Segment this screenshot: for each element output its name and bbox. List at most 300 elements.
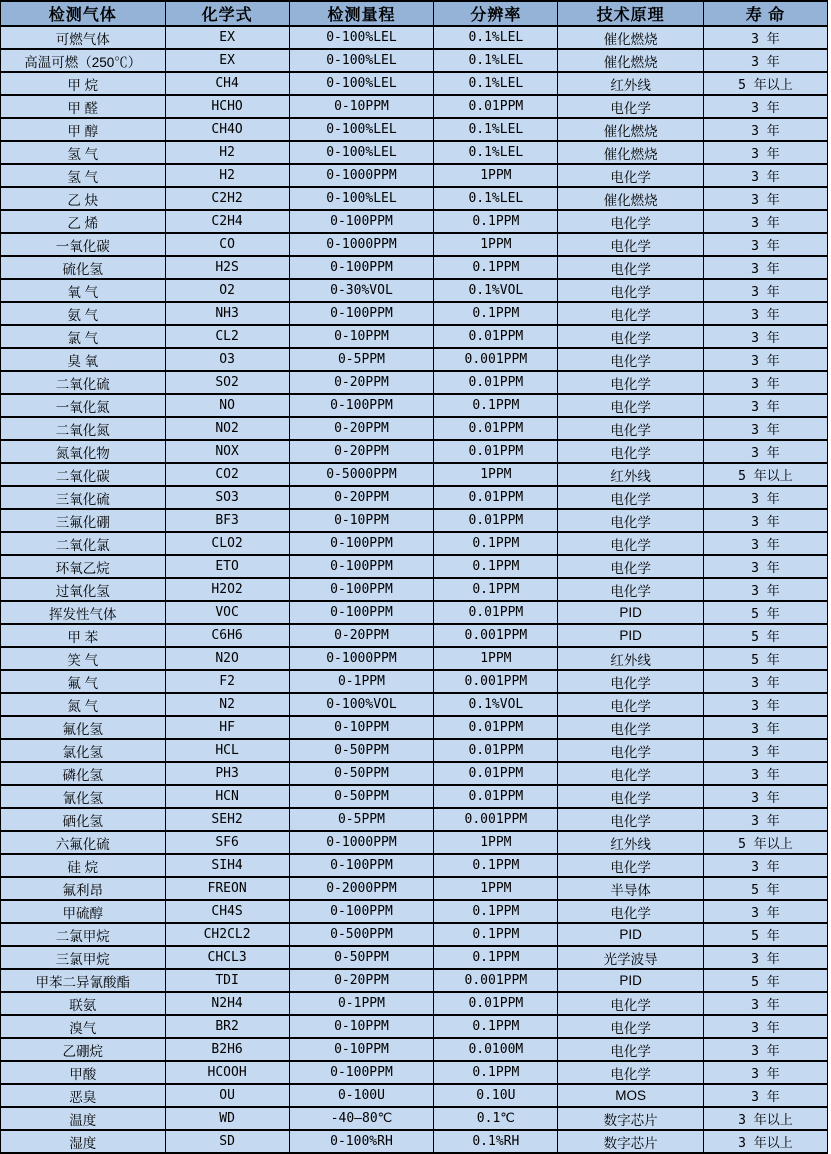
- cell-gas: 硒化氢: [1, 808, 166, 831]
- cell-lifespan: 3 年: [703, 256, 827, 279]
- cell-formula: FREON: [165, 877, 289, 900]
- cell-principle: 电化学: [558, 670, 704, 693]
- cell-principle: 半导体: [558, 877, 704, 900]
- cell-resolution: 0.1%LEL: [434, 49, 558, 72]
- cell-principle: 电化学: [558, 371, 704, 394]
- cell-resolution: 0.01PPM: [434, 601, 558, 624]
- cell-formula: BF3: [165, 509, 289, 532]
- cell-formula: SEH2: [165, 808, 289, 831]
- cell-range: 0-5PPM: [289, 348, 434, 371]
- table-row: [1, 578, 828, 601]
- cell-formula: SO2: [165, 371, 289, 394]
- cell-gas: 氯化氢: [1, 739, 166, 762]
- cell-range: 0-1000PPM: [289, 831, 434, 854]
- cell-principle: 电化学: [558, 555, 704, 578]
- cell-gas: 甲硫醇: [1, 900, 166, 923]
- table-row: [1, 1015, 828, 1038]
- cell-gas: 可燃气体: [1, 26, 166, 49]
- cell-formula: F2: [165, 670, 289, 693]
- cell-resolution: 0.10U: [434, 1084, 558, 1107]
- cell-gas: 一氧化氮: [1, 394, 166, 417]
- table-row: [1, 555, 828, 578]
- cell-formula: N2O: [165, 647, 289, 670]
- table-row: [1, 1084, 828, 1107]
- table-row: [1, 118, 828, 141]
- cell-formula: C2H2: [165, 187, 289, 210]
- cell-gas: 氨 气: [1, 302, 166, 325]
- cell-gas: 氮氧化物: [1, 440, 166, 463]
- cell-lifespan: 3 年: [703, 164, 827, 187]
- cell-resolution: 0.1PPM: [434, 302, 558, 325]
- cell-formula: TDI: [165, 969, 289, 992]
- table-row: [1, 946, 828, 969]
- table-row: [1, 1061, 828, 1084]
- column-header-gas: 检测气体: [1, 1, 166, 26]
- cell-gas: 三氧化硫: [1, 486, 166, 509]
- table-row: [1, 900, 828, 923]
- cell-resolution: 1PPM: [434, 831, 558, 854]
- cell-formula: SO3: [165, 486, 289, 509]
- cell-lifespan: 3 年: [703, 1038, 827, 1061]
- cell-range: 0-50PPM: [289, 785, 434, 808]
- table-row: [1, 302, 828, 325]
- table-row: [1, 348, 828, 371]
- cell-formula: SF6: [165, 831, 289, 854]
- cell-gas: 磷化氢: [1, 762, 166, 785]
- cell-lifespan: 3 年: [703, 1015, 827, 1038]
- cell-resolution: 0.001PPM: [434, 969, 558, 992]
- cell-resolution: 0.1%LEL: [434, 72, 558, 95]
- cell-principle: 电化学: [558, 486, 704, 509]
- cell-lifespan: 3 年: [703, 785, 827, 808]
- cell-range: 0-100%LEL: [289, 187, 434, 210]
- cell-range: 0-30%VOL: [289, 279, 434, 302]
- cell-resolution: 0.1%RH: [434, 1130, 558, 1153]
- cell-range: 0-100%RH: [289, 1130, 434, 1153]
- cell-principle: 红外线: [558, 463, 704, 486]
- cell-resolution: 0.1PPM: [434, 256, 558, 279]
- cell-range: 0-500PPM: [289, 923, 434, 946]
- cell-range: 0-10PPM: [289, 509, 434, 532]
- cell-principle: 电化学: [558, 900, 704, 923]
- cell-range: 0-5PPM: [289, 808, 434, 831]
- table-row: [1, 969, 828, 992]
- table-row: [1, 394, 828, 417]
- table-row: [1, 371, 828, 394]
- cell-gas: 一氧化碳: [1, 233, 166, 256]
- cell-resolution: 0.01PPM: [434, 371, 558, 394]
- cell-principle: 电化学: [558, 1015, 704, 1038]
- table-row: [1, 26, 828, 49]
- cell-range: 0-100PPM: [289, 601, 434, 624]
- table-row: [1, 992, 828, 1015]
- cell-resolution: 0.001PPM: [434, 348, 558, 371]
- cell-lifespan: 3 年: [703, 394, 827, 417]
- cell-range: 0-100PPM: [289, 210, 434, 233]
- table-row: [1, 670, 828, 693]
- cell-range: 0-20PPM: [289, 624, 434, 647]
- cell-gas: 六氟化硫: [1, 831, 166, 854]
- cell-lifespan: 3 年: [703, 555, 827, 578]
- cell-resolution: 0.01PPM: [434, 95, 558, 118]
- cell-formula: HCHO: [165, 95, 289, 118]
- cell-principle: 电化学: [558, 417, 704, 440]
- cell-principle: 电化学: [558, 325, 704, 348]
- cell-resolution: 0.1%LEL: [434, 141, 558, 164]
- cell-range: 0-100PPM: [289, 555, 434, 578]
- cell-lifespan: 5 年: [703, 601, 827, 624]
- cell-lifespan: 5 年: [703, 969, 827, 992]
- table-row: [1, 417, 828, 440]
- cell-lifespan: 3 年: [703, 325, 827, 348]
- cell-resolution: 0.1PPM: [434, 1015, 558, 1038]
- cell-range: 0-100%LEL: [289, 118, 434, 141]
- cell-lifespan: 3 年: [703, 302, 827, 325]
- table-row: [1, 233, 828, 256]
- cell-gas: 氟利昂: [1, 877, 166, 900]
- cell-formula: VOC: [165, 601, 289, 624]
- cell-range: 0-10PPM: [289, 716, 434, 739]
- cell-principle: 电化学: [558, 739, 704, 762]
- cell-range: 0-10PPM: [289, 1015, 434, 1038]
- column-header-resolution: 分辨率: [434, 1, 558, 26]
- cell-gas: 硫化氢: [1, 256, 166, 279]
- cell-resolution: 0.01PPM: [434, 440, 558, 463]
- cell-principle: 催化燃烧: [558, 141, 704, 164]
- cell-formula: CHCL3: [165, 946, 289, 969]
- cell-gas: 温度: [1, 1107, 166, 1130]
- cell-lifespan: 3 年以上: [703, 1107, 827, 1130]
- cell-principle: 电化学: [558, 785, 704, 808]
- cell-resolution: 0.1%LEL: [434, 26, 558, 49]
- cell-lifespan: 3 年: [703, 532, 827, 555]
- cell-gas: 二氧化硫: [1, 371, 166, 394]
- cell-principle: 光学波导: [558, 946, 704, 969]
- cell-range: 0-1000PPM: [289, 233, 434, 256]
- cell-formula: HCL: [165, 739, 289, 762]
- cell-formula: C6H6: [165, 624, 289, 647]
- cell-resolution: 1PPM: [434, 463, 558, 486]
- cell-formula: CH2CL2: [165, 923, 289, 946]
- cell-formula: NOX: [165, 440, 289, 463]
- cell-range: 0-100PPM: [289, 854, 434, 877]
- cell-resolution: 0.01PPM: [434, 785, 558, 808]
- cell-lifespan: 3 年: [703, 670, 827, 693]
- cell-principle: 电化学: [558, 1061, 704, 1084]
- table-row: [1, 279, 828, 302]
- cell-formula: HCOOH: [165, 1061, 289, 1084]
- cell-range: 0-20PPM: [289, 969, 434, 992]
- cell-principle: 电化学: [558, 808, 704, 831]
- table-row: [1, 1107, 828, 1130]
- cell-gas: 环氧乙烷: [1, 555, 166, 578]
- cell-formula: H2: [165, 164, 289, 187]
- cell-formula: SIH4: [165, 854, 289, 877]
- table-row: [1, 440, 828, 463]
- table-row: [1, 486, 828, 509]
- cell-lifespan: 3 年: [703, 233, 827, 256]
- cell-resolution: 1PPM: [434, 164, 558, 187]
- cell-range: 0-50PPM: [289, 762, 434, 785]
- table-row: [1, 1130, 828, 1153]
- cell-lifespan: 3 年: [703, 486, 827, 509]
- cell-principle: PID: [558, 923, 704, 946]
- cell-principle: MOS: [558, 1084, 704, 1107]
- cell-lifespan: 3 年: [703, 509, 827, 532]
- cell-gas: 氯 气: [1, 325, 166, 348]
- cell-lifespan: 5 年: [703, 923, 827, 946]
- cell-principle: 电化学: [558, 302, 704, 325]
- cell-lifespan: 3 年: [703, 118, 827, 141]
- table-row: [1, 325, 828, 348]
- cell-principle: 电化学: [558, 532, 704, 555]
- cell-principle: 电化学: [558, 716, 704, 739]
- cell-gas: 二氯甲烷: [1, 923, 166, 946]
- table-row: [1, 187, 828, 210]
- cell-formula: NO: [165, 394, 289, 417]
- column-header-principle: 技术原理: [558, 1, 704, 26]
- cell-lifespan: 3 年: [703, 279, 827, 302]
- cell-gas: 联氨: [1, 992, 166, 1015]
- cell-resolution: 0.001PPM: [434, 670, 558, 693]
- table-row: [1, 601, 828, 624]
- cell-principle: 数字芯片: [558, 1107, 704, 1130]
- cell-lifespan: 3 年: [703, 693, 827, 716]
- cell-principle: 电化学: [558, 1038, 704, 1061]
- cell-formula: CO: [165, 233, 289, 256]
- table-row: [1, 624, 828, 647]
- cell-resolution: 0.1PPM: [434, 532, 558, 555]
- cell-gas: 笑 气: [1, 647, 166, 670]
- cell-principle: 电化学: [558, 509, 704, 532]
- cell-lifespan: 5 年: [703, 877, 827, 900]
- cell-gas: 挥发性气体: [1, 601, 166, 624]
- cell-formula: CO2: [165, 463, 289, 486]
- cell-lifespan: 3 年以上: [703, 1130, 827, 1153]
- table-row: [1, 693, 828, 716]
- cell-range: 0-100PPM: [289, 532, 434, 555]
- cell-lifespan: 3 年: [703, 26, 827, 49]
- cell-lifespan: 5 年: [703, 647, 827, 670]
- table-row: [1, 716, 828, 739]
- table-row: [1, 808, 828, 831]
- cell-gas: 乙 炔: [1, 187, 166, 210]
- cell-formula: OU: [165, 1084, 289, 1107]
- cell-principle: 电化学: [558, 348, 704, 371]
- cell-formula: H2S: [165, 256, 289, 279]
- cell-principle: 红外线: [558, 831, 704, 854]
- cell-lifespan: 5 年以上: [703, 831, 827, 854]
- cell-range: 0-20PPM: [289, 440, 434, 463]
- cell-principle: 电化学: [558, 164, 704, 187]
- table-row: [1, 509, 828, 532]
- cell-resolution: 0.0100M: [434, 1038, 558, 1061]
- cell-lifespan: 5 年以上: [703, 72, 827, 95]
- table-row: [1, 463, 828, 486]
- cell-formula: N2H4: [165, 992, 289, 1015]
- cell-range: 0-10PPM: [289, 95, 434, 118]
- cell-formula: H2O2: [165, 578, 289, 601]
- cell-range: 0-100PPM: [289, 578, 434, 601]
- cell-gas: 二氧化氯: [1, 532, 166, 555]
- cell-range: 0-100PPM: [289, 900, 434, 923]
- cell-resolution: 0.1PPM: [434, 1061, 558, 1084]
- cell-principle: PID: [558, 969, 704, 992]
- cell-resolution: 1PPM: [434, 233, 558, 256]
- cell-gas: 三氟化硼: [1, 509, 166, 532]
- cell-principle: 电化学: [558, 210, 704, 233]
- cell-gas: 湿度: [1, 1130, 166, 1153]
- cell-formula: ETO: [165, 555, 289, 578]
- cell-formula: CH4O: [165, 118, 289, 141]
- cell-resolution: 0.01PPM: [434, 486, 558, 509]
- cell-lifespan: 3 年: [703, 762, 827, 785]
- cell-lifespan: 3 年: [703, 946, 827, 969]
- cell-lifespan: 3 年: [703, 187, 827, 210]
- cell-resolution: 0.01PPM: [434, 716, 558, 739]
- cell-resolution: 0.1%VOL: [434, 693, 558, 716]
- cell-formula: HF: [165, 716, 289, 739]
- cell-gas: 二氧化碳: [1, 463, 166, 486]
- cell-lifespan: 3 年: [703, 417, 827, 440]
- cell-gas: 过氧化氢: [1, 578, 166, 601]
- cell-lifespan: 3 年: [703, 1084, 827, 1107]
- cell-range: 0-100%VOL: [289, 693, 434, 716]
- cell-principle: 电化学: [558, 854, 704, 877]
- table-row: [1, 141, 828, 164]
- cell-range: 0-100PPM: [289, 302, 434, 325]
- cell-lifespan: 3 年: [703, 578, 827, 601]
- cell-lifespan: 5 年: [703, 624, 827, 647]
- cell-range: 0-20PPM: [289, 371, 434, 394]
- cell-resolution: 0.01PPM: [434, 762, 558, 785]
- cell-range: 0-1PPM: [289, 992, 434, 1015]
- cell-formula: B2H6: [165, 1038, 289, 1061]
- cell-formula: EX: [165, 26, 289, 49]
- cell-formula: NH3: [165, 302, 289, 325]
- cell-gas: 二氧化氮: [1, 417, 166, 440]
- cell-principle: 催化燃烧: [558, 26, 704, 49]
- cell-resolution: 0.1%VOL: [434, 279, 558, 302]
- cell-lifespan: 3 年: [703, 210, 827, 233]
- cell-formula: EX: [165, 49, 289, 72]
- cell-gas: 氟化氢: [1, 716, 166, 739]
- cell-resolution: 1PPM: [434, 647, 558, 670]
- cell-resolution: 0.1%LEL: [434, 118, 558, 141]
- cell-lifespan: 3 年: [703, 900, 827, 923]
- cell-principle: 电化学: [558, 992, 704, 1015]
- cell-formula: O3: [165, 348, 289, 371]
- cell-formula: BR2: [165, 1015, 289, 1038]
- cell-formula: PH3: [165, 762, 289, 785]
- cell-gas: 氰化氢: [1, 785, 166, 808]
- cell-principle: 电化学: [558, 762, 704, 785]
- cell-principle: 催化燃烧: [558, 118, 704, 141]
- cell-gas: 三氯甲烷: [1, 946, 166, 969]
- cell-gas: 臭 氧: [1, 348, 166, 371]
- cell-formula: C2H4: [165, 210, 289, 233]
- cell-range: 0-1000PPM: [289, 164, 434, 187]
- cell-lifespan: 3 年: [703, 440, 827, 463]
- cell-resolution: 0.001PPM: [434, 808, 558, 831]
- cell-range: 0-2000PPM: [289, 877, 434, 900]
- cell-range: 0-100U: [289, 1084, 434, 1107]
- cell-gas: 甲 醇: [1, 118, 166, 141]
- column-header-formula: 化学式: [165, 1, 289, 26]
- cell-range: 0-100PPM: [289, 394, 434, 417]
- cell-principle: 红外线: [558, 72, 704, 95]
- table-row: [1, 210, 828, 233]
- cell-range: 0-10PPM: [289, 1038, 434, 1061]
- table-row: [1, 785, 828, 808]
- cell-gas: 甲 苯: [1, 624, 166, 647]
- table-row: [1, 831, 828, 854]
- table-row: [1, 762, 828, 785]
- cell-resolution: 0.1PPM: [434, 923, 558, 946]
- cell-gas: 甲苯二异氰酸酯: [1, 969, 166, 992]
- cell-range: 0-50PPM: [289, 946, 434, 969]
- cell-resolution: 0.1PPM: [434, 555, 558, 578]
- cell-gas: 高温可燃（250℃）: [1, 49, 166, 72]
- table-row: [1, 1038, 828, 1061]
- table-row: [1, 877, 828, 900]
- cell-gas: 乙 烯: [1, 210, 166, 233]
- cell-range: -40—80℃: [289, 1107, 434, 1130]
- cell-principle: 电化学: [558, 693, 704, 716]
- cell-gas: 氮 气: [1, 693, 166, 716]
- cell-formula: CH4S: [165, 900, 289, 923]
- cell-gas: 硅 烷: [1, 854, 166, 877]
- cell-lifespan: 3 年: [703, 739, 827, 762]
- cell-formula: N2: [165, 693, 289, 716]
- cell-gas: 甲酸: [1, 1061, 166, 1084]
- cell-resolution: 1PPM: [434, 877, 558, 900]
- cell-resolution: 0.1PPM: [434, 394, 558, 417]
- cell-range: 0-100%LEL: [289, 141, 434, 164]
- cell-resolution: 0.1PPM: [434, 854, 558, 877]
- cell-range: 0-100%LEL: [289, 72, 434, 95]
- table-row: [1, 647, 828, 670]
- cell-range: 0-20PPM: [289, 417, 434, 440]
- cell-principle: PID: [558, 601, 704, 624]
- cell-lifespan: 3 年: [703, 95, 827, 118]
- cell-resolution: 0.1PPM: [434, 946, 558, 969]
- cell-range: 0-50PPM: [289, 739, 434, 762]
- table-row: [1, 854, 828, 877]
- table-row: [1, 95, 828, 118]
- table-header-row: [1, 1, 828, 26]
- cell-principle: 催化燃烧: [558, 187, 704, 210]
- cell-resolution: 0.1PPM: [434, 900, 558, 923]
- column-header-range: 检测量程: [289, 1, 434, 26]
- cell-lifespan: 3 年: [703, 348, 827, 371]
- cell-principle: 电化学: [558, 578, 704, 601]
- cell-formula: CLO2: [165, 532, 289, 555]
- cell-resolution: 0.01PPM: [434, 739, 558, 762]
- cell-principle: 电化学: [558, 279, 704, 302]
- cell-range: 0-100%LEL: [289, 26, 434, 49]
- cell-range: 0-20PPM: [289, 486, 434, 509]
- cell-formula: O2: [165, 279, 289, 302]
- cell-formula: NO2: [165, 417, 289, 440]
- cell-formula: WD: [165, 1107, 289, 1130]
- cell-lifespan: 3 年: [703, 992, 827, 1015]
- cell-lifespan: 3 年: [703, 141, 827, 164]
- cell-resolution: 0.01PPM: [434, 509, 558, 532]
- cell-formula: CL2: [165, 325, 289, 348]
- cell-range: 0-1PPM: [289, 670, 434, 693]
- cell-principle: 红外线: [558, 647, 704, 670]
